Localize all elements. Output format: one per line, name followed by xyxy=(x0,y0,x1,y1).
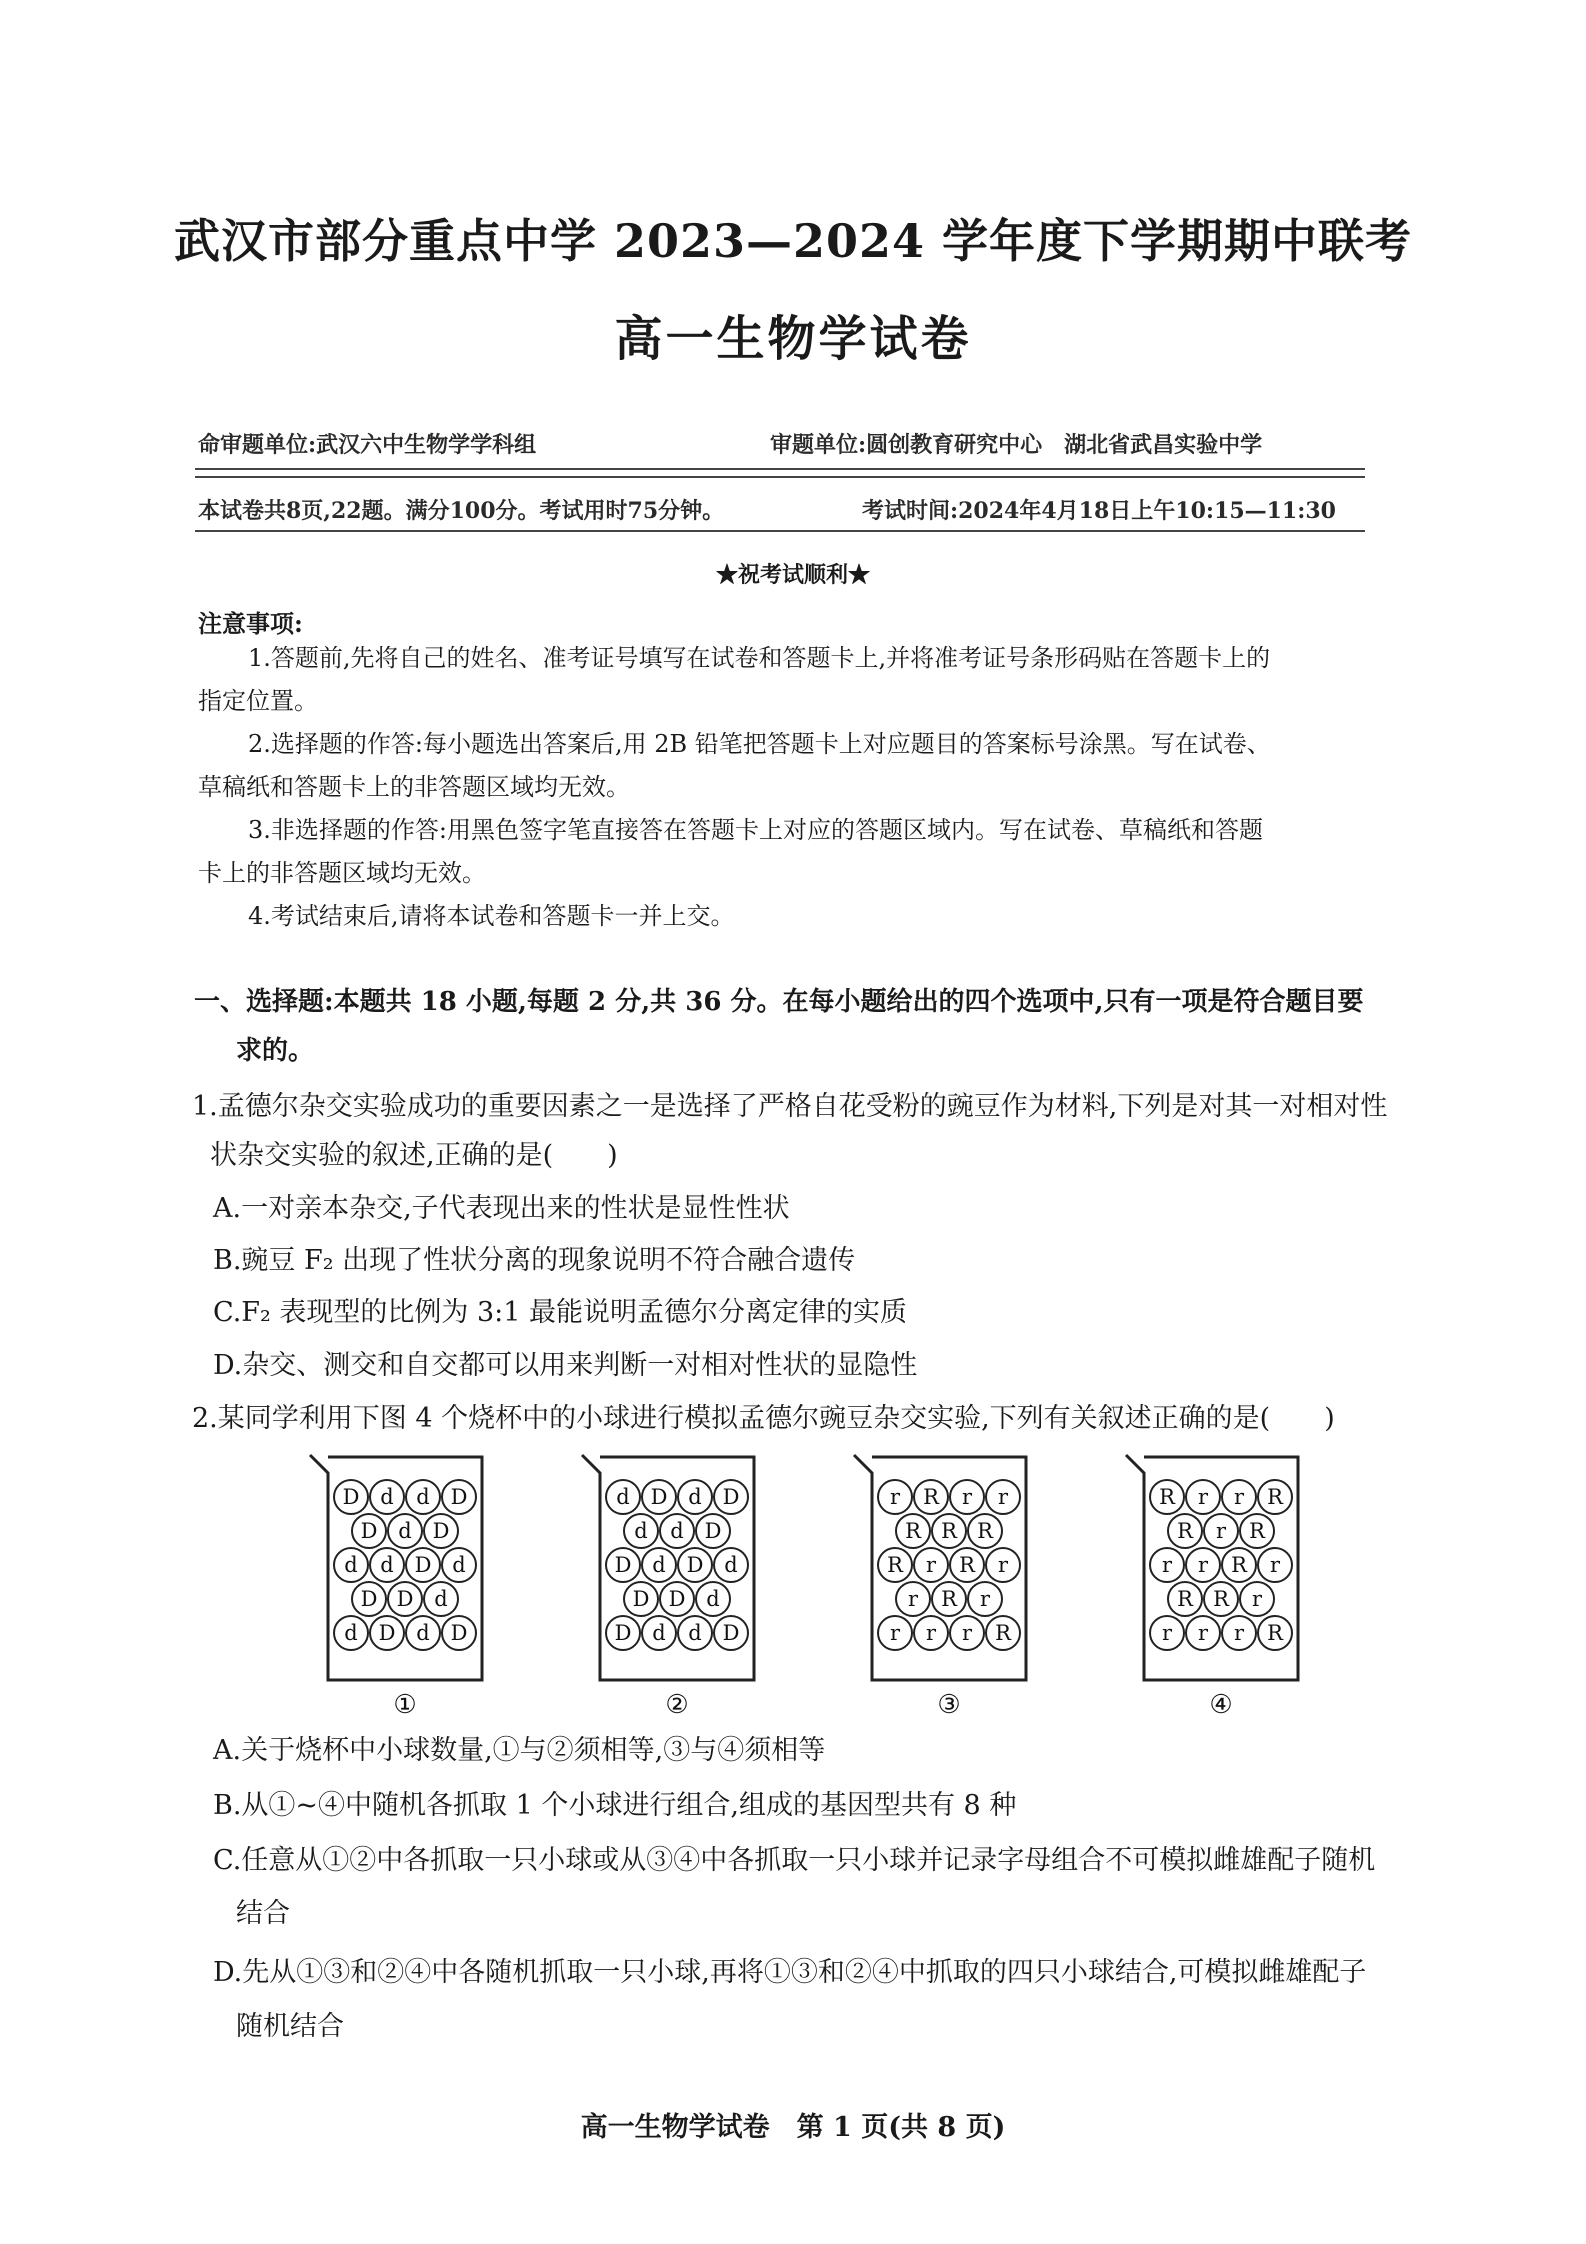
ball-letter: d xyxy=(652,1621,666,1645)
ball-letter: r xyxy=(961,1485,973,1509)
question-2-option-c: C.任意从①②中各抓取一只小球或从③④中各抓取一只小球并记录字母组合不可模拟雌雄配子随机 xyxy=(213,1845,1376,1876)
ball-letter: d xyxy=(706,1587,720,1611)
beaker-label: ④ xyxy=(1209,1690,1233,1720)
ball-letter: D xyxy=(450,1485,468,1509)
ball-letter: d xyxy=(344,1621,358,1645)
divider-top-2 xyxy=(195,476,1365,478)
notice-item-2: 2.选择题的作答:每小题选出答案后,用 2B 铅笔把答题卡上对应题目的答案标号涂黑。写在试卷、 xyxy=(248,730,1271,758)
notice-item-1: 1.答题前,先将自己的姓名、准考证号填写在试卷和答题卡上,并将准考证号条形码贴在答题卡上的 xyxy=(248,644,1271,672)
question-2-option-c-cont: 结合 xyxy=(236,1898,290,1929)
ball-letter: d xyxy=(724,1553,738,1577)
ball-letter: d xyxy=(344,1553,358,1577)
exam-time: 考试时间:2024年4月18日上午10:15—11:30 xyxy=(862,498,1336,524)
section-1-heading-cont: 求的。 xyxy=(236,1036,315,1066)
ball-letter: R xyxy=(1159,1485,1175,1509)
ball-letter: d xyxy=(398,1519,412,1543)
ball-letter: r xyxy=(1251,1587,1263,1611)
ball-letter: R xyxy=(1231,1553,1247,1577)
ball-letter: r xyxy=(1197,1553,1209,1577)
ball-letter: d xyxy=(688,1621,702,1645)
ball-letter: D xyxy=(360,1587,378,1611)
ball-letter: D xyxy=(722,1621,740,1645)
ball-letter: r xyxy=(997,1553,1009,1577)
question-2-option-d: D.先从①③和②④中各随机抓取一只小球,再将①③和②④中抓取的四只小球结合,可模拟雌雄配子 xyxy=(213,1957,1367,1988)
ball-letter: R xyxy=(1249,1519,1265,1543)
beaker-label: ③ xyxy=(937,1690,961,1720)
ball-letter: D xyxy=(722,1485,740,1509)
question-1-option-d: D.杂交、测交和自交都可以用来判断一对相对性状的显隐性 xyxy=(213,1350,918,1381)
proposer-unit: 命审题单位:武汉六中生物学学科组 xyxy=(198,432,537,458)
ball-letter: d xyxy=(380,1485,394,1509)
ball-letter: R xyxy=(1177,1587,1193,1611)
ball-letter: D xyxy=(650,1485,668,1509)
page-footer: 高一生物学试卷 第 1 页(共 8 页) xyxy=(580,2112,1006,2143)
beaker-4 xyxy=(1126,1455,1298,1720)
divider-top xyxy=(195,468,1365,470)
exam-title: 武汉市部分重点中学 2023—2024 学年度下学期期中联考 xyxy=(173,214,1413,268)
ball-letter: r xyxy=(889,1485,901,1509)
ball-letter: d xyxy=(434,1587,448,1611)
notice-item-3: 3.非选择题的作答:用黑色签字笔直接答在答题卡上对应的答题区域内。写在试卷、草稿纸和答题 xyxy=(248,816,1263,844)
ball-letter: R xyxy=(887,1553,903,1577)
ball-letter: D xyxy=(414,1553,432,1577)
ball-letter: R xyxy=(923,1485,939,1509)
ball-letter: r xyxy=(1161,1553,1173,1577)
beakers-diagram xyxy=(300,1450,1420,1720)
paper-subtitle: 高一生物学试卷 xyxy=(614,311,972,367)
ball-letter: D xyxy=(360,1519,378,1543)
beaker-3 xyxy=(854,1455,1026,1720)
ball-letter: r xyxy=(1233,1485,1245,1509)
ball-letter: D xyxy=(342,1485,360,1509)
ball-letter: D xyxy=(614,1553,632,1577)
section-1-heading: 一、选择题:本题共 18 小题,每题 2 分,共 36 分。在每小题给出的四个选项中,只有一项是符合题目要 xyxy=(194,987,1364,1017)
ball-letter: R xyxy=(1177,1519,1193,1543)
ball-letter: d xyxy=(688,1485,702,1509)
question-1-stem: 1.孟德尔杂交实验成功的重要因素之一是选择了严格自花受粉的豌豆作为材料,下列是对其一对相对性 xyxy=(192,1091,1388,1122)
notice-item-2-cont: 草稿纸和答题卡上的非答题区域均无效。 xyxy=(198,773,630,801)
ball-letter: r xyxy=(997,1485,1009,1509)
question-1-stem-cont: 状杂交实验的叙述,正确的是( ) xyxy=(210,1140,618,1171)
ball-letter: r xyxy=(961,1621,973,1645)
ball-letter: d xyxy=(616,1485,630,1509)
beaker-label: ② xyxy=(665,1690,689,1720)
ball-letter: D xyxy=(432,1519,450,1543)
question-1-option-c: C.F₂ 表现型的比例为 3:1 最能说明孟德尔分离定律的实质 xyxy=(213,1297,908,1328)
ball-letter: d xyxy=(634,1519,648,1543)
ball-letter: r xyxy=(925,1553,937,1577)
ball-letter: R xyxy=(1267,1485,1283,1509)
notice-item-4: 4.考试结束后,请将本试卷和答题卡一并上交。 xyxy=(248,902,735,930)
ball-letter: R xyxy=(959,1553,975,1577)
question-1-option-a: A.一对亲本杂交,子代表现出来的性状是显性性状 xyxy=(213,1193,790,1224)
question-2-option-a: A.关于烧杯中小球数量,①与②须相等,③与④须相等 xyxy=(213,1735,826,1766)
ball-letter: R xyxy=(1213,1587,1229,1611)
ball-letter: r xyxy=(1197,1621,1209,1645)
ball-letter: r xyxy=(1161,1621,1173,1645)
ball-letter: D xyxy=(704,1519,722,1543)
ball-letter: d xyxy=(416,1621,430,1645)
ball-letter: R xyxy=(995,1621,1011,1645)
ball-letter: r xyxy=(889,1621,901,1645)
notice-item-3-cont: 卡上的非答题区域均无效。 xyxy=(198,859,486,887)
beaker-1 xyxy=(310,1455,482,1720)
ball-letter: D xyxy=(378,1621,396,1645)
beaker-figure xyxy=(300,1450,1420,1720)
ball-letter: r xyxy=(1197,1485,1209,1509)
ball-letter: r xyxy=(1215,1519,1227,1543)
ball-letter: R xyxy=(1267,1621,1283,1645)
question-2-option-b: B.从①~④中随机各抓取 1 个小球进行组合,组成的基因型共有 8 种 xyxy=(213,1790,1017,1821)
ball-letter: D xyxy=(686,1553,704,1577)
ball-letter: D xyxy=(668,1587,686,1611)
ball-letter: d xyxy=(452,1553,466,1577)
divider-bottom xyxy=(195,530,1365,532)
ball-letter: r xyxy=(1269,1553,1281,1577)
blessing: ★祝考试顺利★ xyxy=(715,562,870,588)
ball-letter: r xyxy=(907,1587,919,1611)
ball-letter: d xyxy=(652,1553,666,1577)
beaker-label: ① xyxy=(393,1690,417,1720)
ball-letter: d xyxy=(380,1553,394,1577)
exam-info: 本试卷共8页,22题。满分100分。考试用时75分钟。 xyxy=(198,498,725,524)
ball-letter: d xyxy=(670,1519,684,1543)
ball-letter: r xyxy=(1233,1621,1245,1645)
notice-item-1-cont: 指定位置。 xyxy=(198,687,318,715)
question-2-option-d-cont: 随机结合 xyxy=(236,2011,344,2042)
ball-letter: R xyxy=(905,1519,921,1543)
ball-letter: D xyxy=(450,1621,468,1645)
ball-letter: D xyxy=(632,1587,650,1611)
ball-letter: R xyxy=(941,1587,957,1611)
ball-letter: d xyxy=(416,1485,430,1509)
question-1-option-b: B.豌豆 F₂ 出现了性状分离的现象说明不符合融合遗传 xyxy=(213,1245,856,1276)
question-2-stem: 2.某同学利用下图 4 个烧杯中的小球进行模拟孟德尔豌豆杂交实验,下列有关叙述正确的是( ) xyxy=(192,1403,1335,1434)
beaker-2 xyxy=(582,1455,754,1720)
notice-title: 注意事项: xyxy=(198,609,303,638)
ball-letter: r xyxy=(925,1621,937,1645)
ball-letter: r xyxy=(979,1587,991,1611)
ball-letter: R xyxy=(977,1519,993,1543)
ball-letter: D xyxy=(614,1621,632,1645)
ball-letter: R xyxy=(941,1519,957,1543)
reviewer-unit: 审题单位:圆创教育研究中心 湖北省武昌实验中学 xyxy=(770,432,1263,458)
ball-letter: D xyxy=(396,1587,414,1611)
